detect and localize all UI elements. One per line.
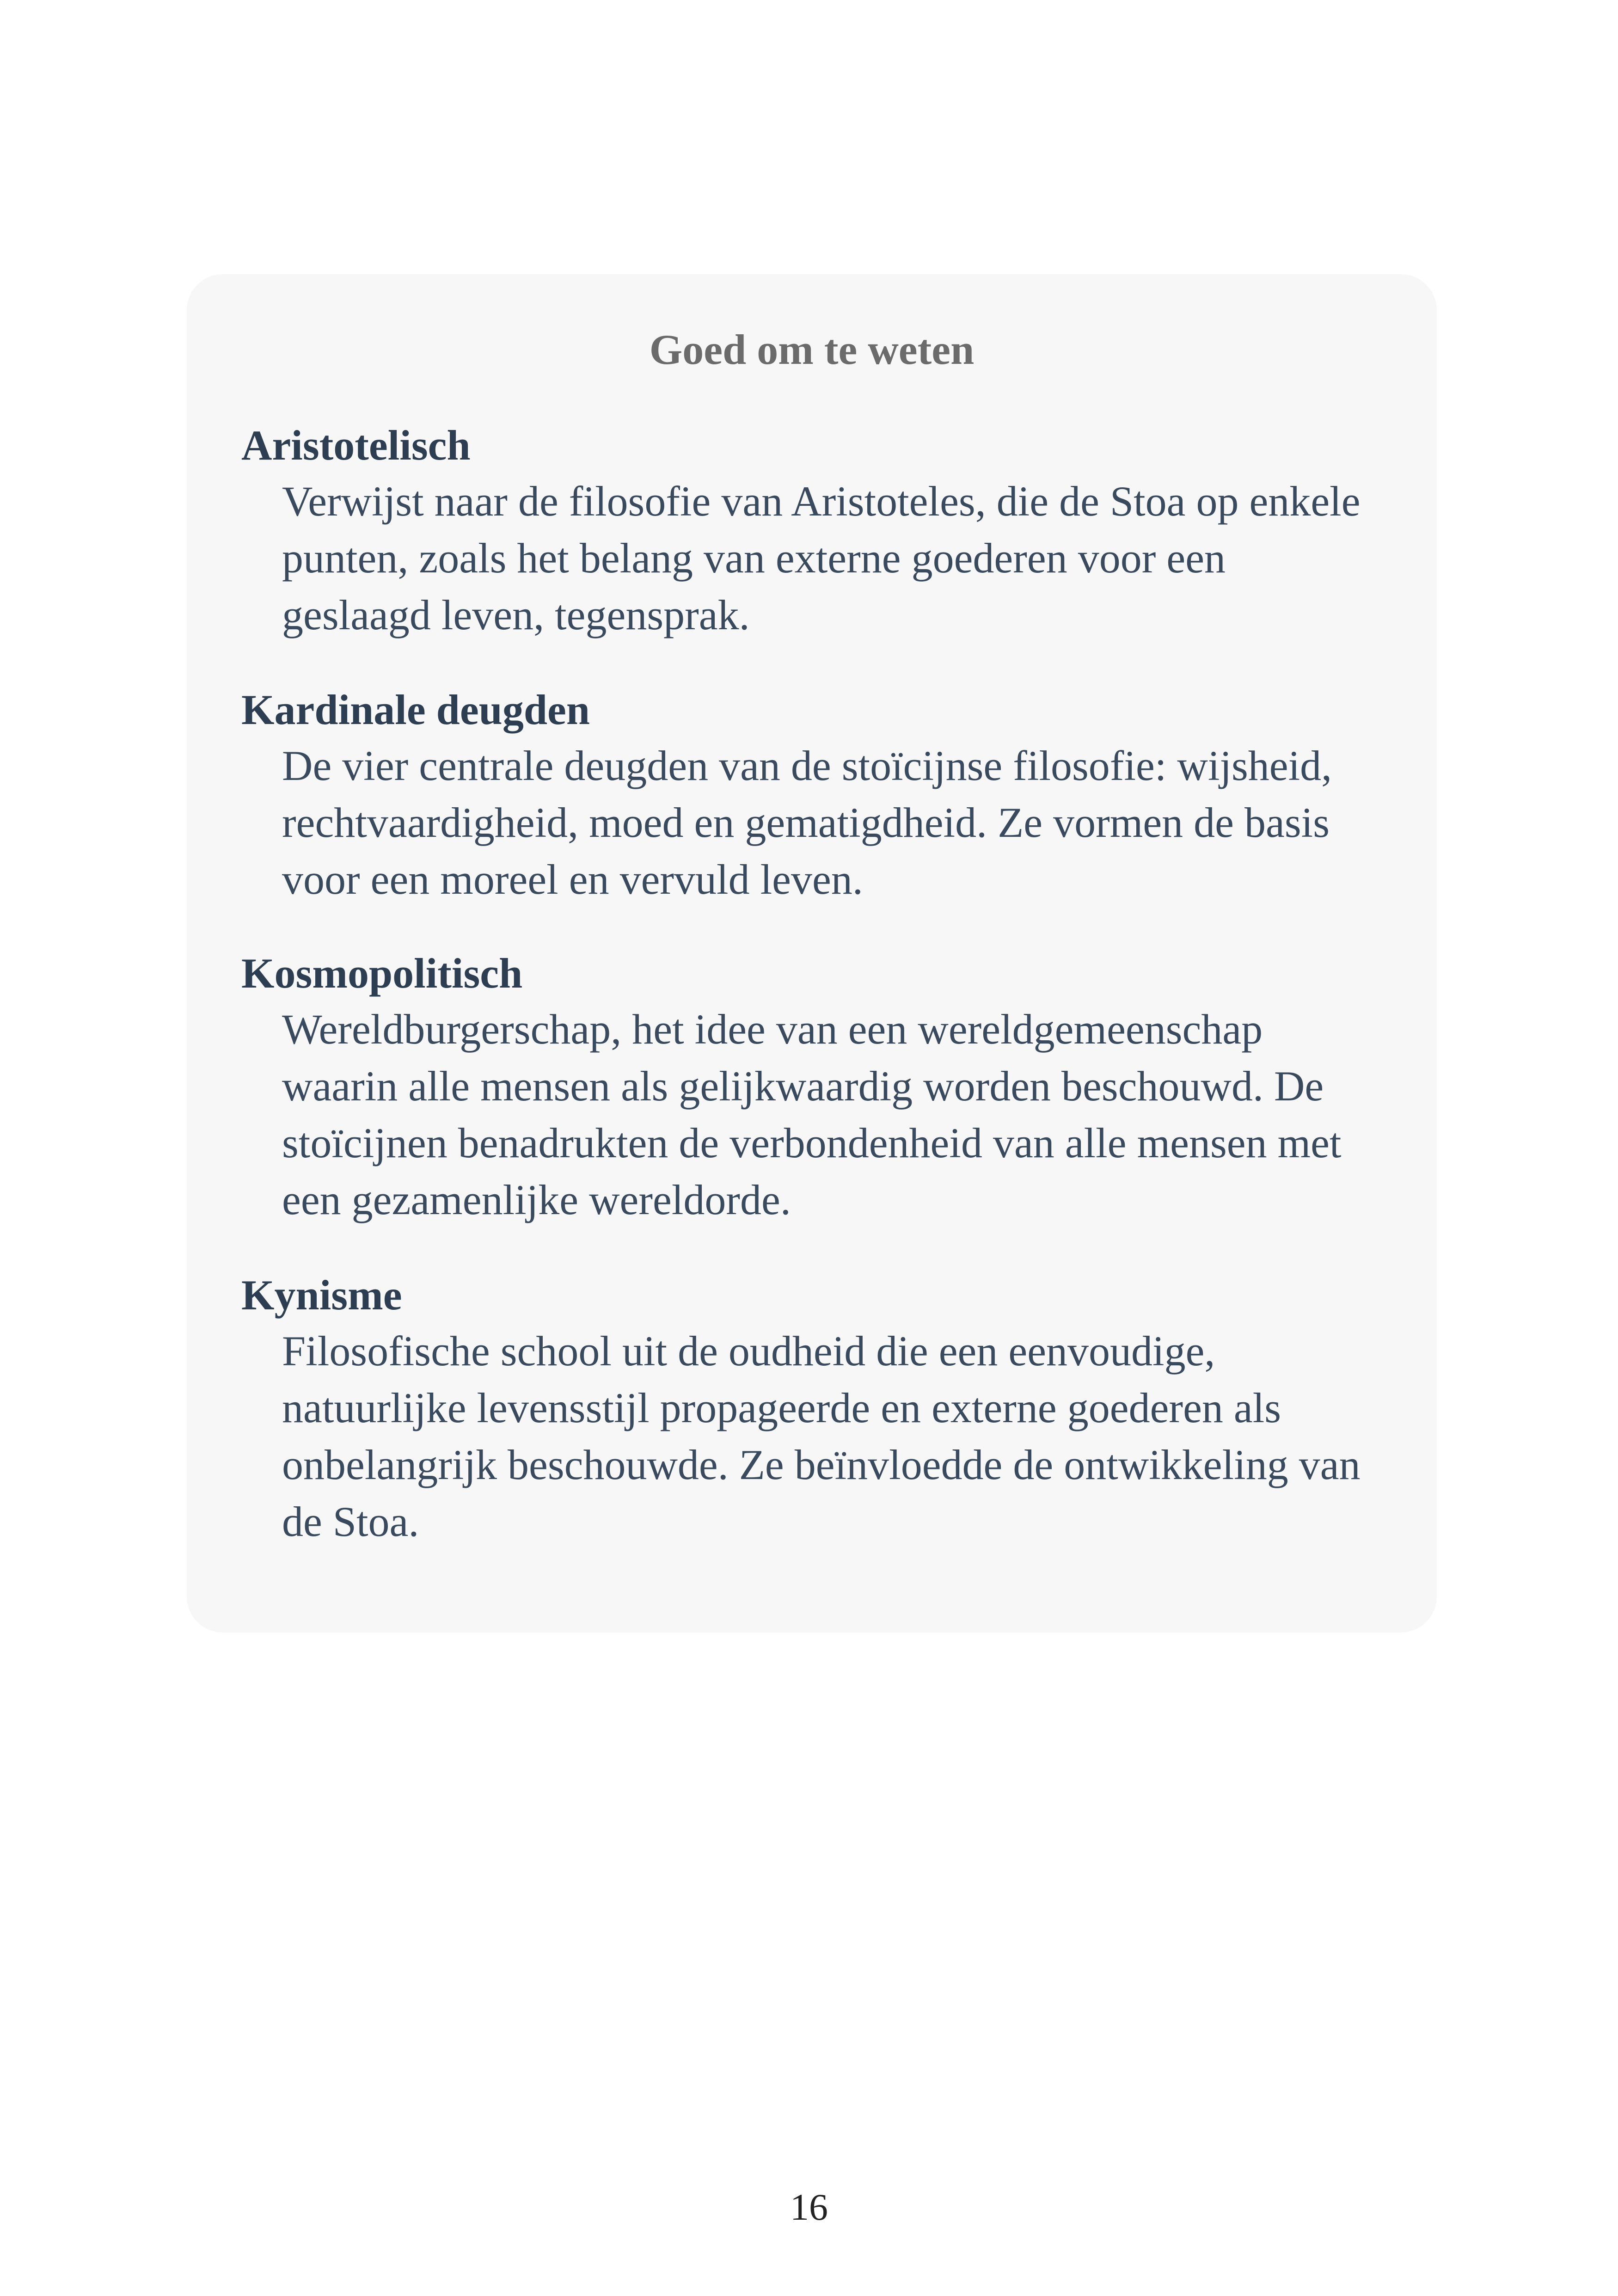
definition-line: rechtvaardigheid, moed en gematigdheid. Ze vormen de basis <box>282 799 1330 846</box>
page-number: 16 <box>790 2186 828 2228</box>
glossary-entry-kardinale-deugden <box>241 682 1406 908</box>
definition-line: geslaagd leven, tegensprak. <box>282 591 750 638</box>
glossary-term: Kardinale deugden <box>241 686 590 733</box>
definition-line: waarin alle mensen als gelijkwaardig worden beschouwd. De <box>282 1062 1324 1110</box>
definition-line: natuurlijke levensstijl propageerde en externe goederen als <box>282 1384 1281 1431</box>
definition-line: een gezamenlijke wereldorde. <box>282 1176 791 1223</box>
glossary-definition <box>282 1001 1406 1228</box>
glossary-entry-aristotelisch <box>241 417 1406 644</box>
glossary-term: Kynisme <box>241 1271 402 1319</box>
glossary-definition <box>282 473 1406 644</box>
definition-line: De vier centrale deugden van de stoïcijnse filosofie: wijsheid, <box>282 742 1332 789</box>
glossary-term: Aristotelisch <box>241 422 471 469</box>
glossary-entry-kynisme <box>241 1267 1406 1550</box>
definition-line: punten, zoals het belang van externe goederen voor een <box>282 534 1226 582</box>
definition-line: de Stoa. <box>282 1498 419 1545</box>
definition-line: stoïcijnen benadrukten de verbondenheid van alle mensen met <box>282 1119 1342 1166</box>
definition-line: Verwijst naar de filosofie van Aristoteles, die de Stoa op enkele <box>282 478 1361 525</box>
definition-line: Wereldburgerschap, het idee van een wereldgemeenschap <box>282 1006 1263 1053</box>
info-box-title: Goed om te weten <box>649 326 974 373</box>
definition-line: Filosofische school uit de oudheid die een eenvoudige, <box>282 1327 1215 1375</box>
glossary-term: Kosmopolitisch <box>241 950 523 997</box>
glossary-definition <box>282 1323 1406 1550</box>
glossary-definition <box>282 737 1406 908</box>
definition-line: voor een moreel en vervuld leven. <box>282 856 863 903</box>
info-box <box>187 274 1437 1633</box>
glossary-entry-kosmopolitisch <box>241 945 1406 1228</box>
definition-line: onbelangrijk beschouwde. Ze beïnvloedde de ontwikkeling van <box>282 1441 1361 1488</box>
